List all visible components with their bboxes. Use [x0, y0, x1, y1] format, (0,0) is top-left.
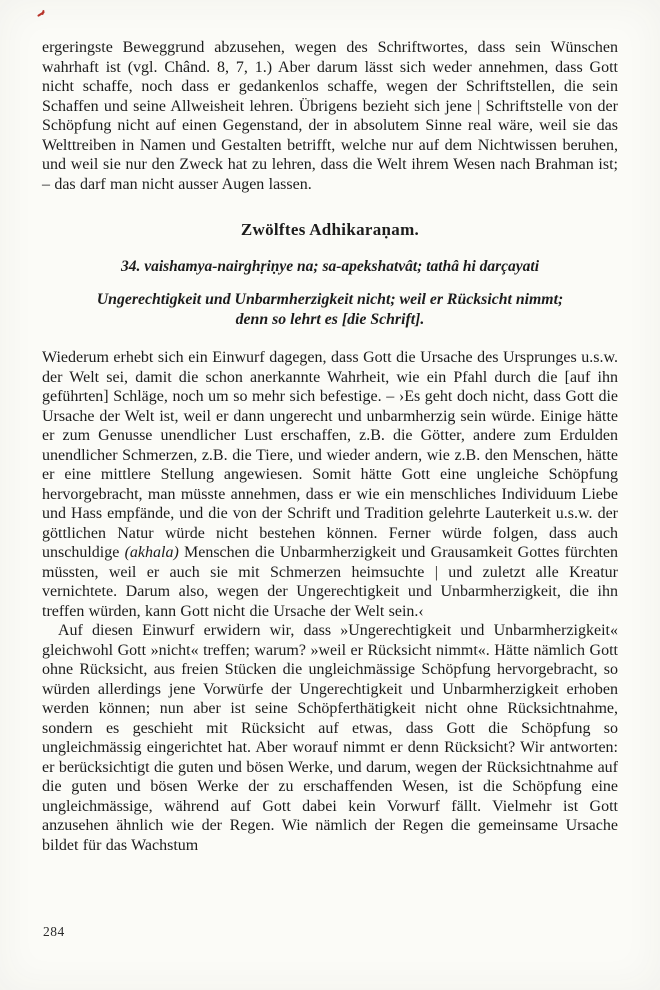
red-ink-mark: [37, 10, 47, 18]
paragraph-objection-text-continued: Menschen die Unbarmherzigkeit und Grausamkeit Gottes fürchten müssten, weil er auch sie mit Schmerzen heimsuchte | und zuletzt alle Kreatur vernichtete. Darum also, wegen der Ungerechtigkeit und Unbarmherzigkeit, die ihn treffen würden, kann Gott nicht die Ursache der Welt sein.‹: [42, 544, 618, 620]
paragraph-objection-text: Wiederum erhebt sich ein Einwurf dagegen, dass Gott die Ursache des Ursprunges u.s.w. der Welt sei, damit die schon anerkannte Wahrheit, wie ein Pfahl durch die [auf ihn geführten] Schläge, noch um so mehr sich befestige. – ›Es geht doch nicht, dass Gott die Ursache der Welt ist, weil er dann ungerecht und unbarmherzig sein würde. Einige hätte er zum Genusse unendlicher Lust erschaffen, z.B. die Götter, andere zum Erdulden unendlicher Schmerzen, z.B. die Tiere, und wieder andern, wie z.B. den Menschen, hätte er eine mittlere Stellung angewiesen. Somit hätte Gott eine ungleiche Schöpfung hervorgebracht, man müsste annehmen, dass er wie ein menschliches Individuum Liebe und Hass empfände, und die von der Schrift und Tradition gelehrte Lauterkeit u.s.w. der göttlichen Natur würde nicht bestehen können. Ferner würde folgen, dass auch unschuldige: [42, 349, 618, 561]
section-heading-adhikaranam: Zwölftes Adhikaraṇam.: [240, 220, 420, 239]
paragraph-continuation: ergeringste Beweggrund abzusehen, wegen des Schriftwortes, dass sein Wünschen wahrhaft ist (vgl. Chând. 8, 7, 1.) Aber darum lässt sich weder annehmen, dass Gott nicht schaffe, noch dass er gedankenlos schaffe, wegen der Schriftstellen, die sein Schaffen und seine Allweisheit lehren. Übrigens bezieht sich jene | Schriftstelle von der Schöpfung nicht auf einen Gegenstand, der in absolutem Sinne real wäre, weil sie das Welttreiben in Namen und Gestalten betrifft, welche nur auf dem Nichtwissen beruhen, und weil sie nur den Zweck hat zu lehren, dass die Welt ihrem Wesen nach Brahman ist; – das darf man nicht ausser Augen lassen.: [42, 39, 618, 193]
sutra-translation-line1: Ungerechtigkeit und Unbarmherzigkeit nicht; weil er Rücksicht nimmt;: [96, 291, 564, 308]
italic-term-akhala: (akhala): [124, 544, 179, 561]
sutra-translation: [42, 290, 618, 330]
paragraph-objection: [42, 348, 618, 621]
sutra-translation-line2: denn so lehrt es [die Schrift].: [235, 311, 425, 328]
sutra-transliteration: 34. vaishamya-nairghṛiṇye na; sa-apekshatvât; tathâ hi darçayati: [120, 258, 540, 275]
page-number: 284: [43, 924, 65, 939]
paragraph-reply: Auf diesen Einwurf erwidern wir, dass »Ungerechtigkeit und Unbarmherzigkeit« gleichwohl Gott »nicht« treffen; warum? »weil er Rücksicht nimmt«. Hätte nämlich Gott ohne Rücksicht, aus freien Stücken die ungleichmässige Schöpfung hervorgebracht, so würden allerdings jene Vorwürfe der Ungerechtigkeit und Unbarmherzigkeit erhoben werden können; nun aber ist seine Schöpferthätigkeit nicht ohne Rücksichtnahme, sondern es geschieht mit Rücksicht auf etwas, dass Gott die Schöpfung so ungleichmässig eingerichtet hat. Aber worauf nimmt er denn Rücksicht? Wir antworten: er berücksichtigt die guten und bösen Werke, und darum, wegen der Rücksichtnahme auf die guten und bösen Werke der zu erschaffenden Wesen, ist die Schöpfung eine ungleichmässige, während auf Gott dabei kein Vorwurf fällt. Vielmehr ist Gott anzusehen ähnlich wie der Regen. Wie nämlich der Regen die gemeinsame Ursache bildet für das Wachstum: [42, 622, 618, 854]
